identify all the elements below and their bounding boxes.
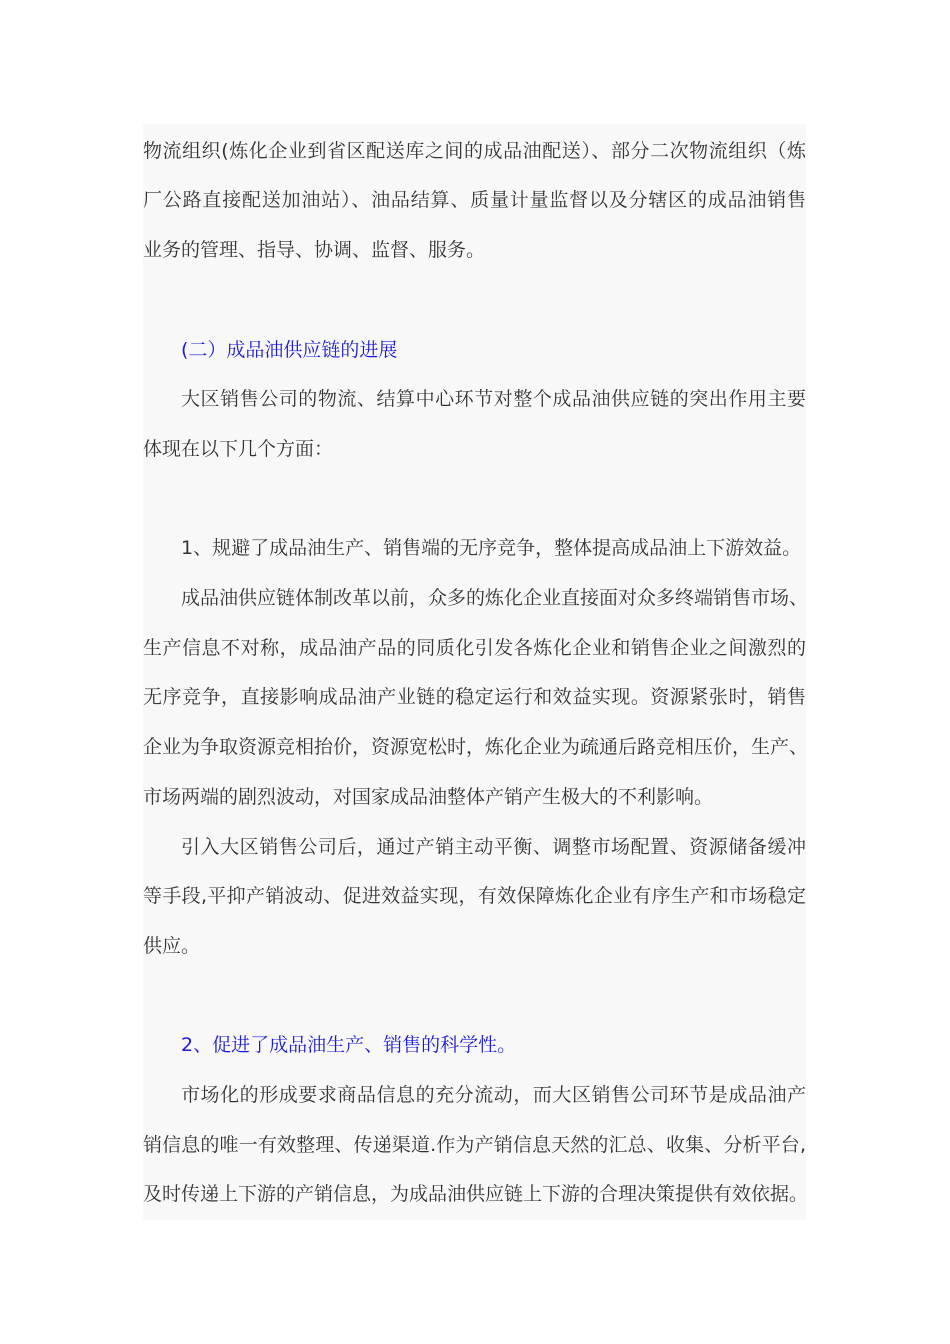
paragraph-3-line-3: 无序竞争，直接影响成品油产业链的稳定运行和效益实现。资源紧张时，销售 — [143, 686, 806, 708]
paragraph-3-line-5: 市场两端的剧烈波动，对国家成品油整体产销产生极大的不利影响。 — [143, 786, 714, 808]
paragraph-5-line-3: 及时传递上下游的产销信息，为成品油供应链上下游的合理决策提供有效依据。 — [143, 1183, 809, 1205]
section-heading-2: (二）成品油供应链的进展 — [181, 339, 398, 361]
paragraph-2-line-1: 大区销售公司的物流、结算中心环节对整个成品油供应链的突出作用主要 — [181, 388, 806, 410]
paragraph-5-line-2: 销信息的唯一有效整理、传递渠道.作为产销信息天然的汇总、收集、分析平台, — [143, 1134, 806, 1156]
paragraph-3-line-2: 生产信息不对称，成品油产品的同质化引发各炼化企业和销售企业之间激烈的 — [143, 637, 806, 659]
paragraph-3-line-4: 企业为争取资源竞相抬价，资源宽松时，炼化企业为疏通后路竞相压价，生产、 — [143, 736, 809, 758]
paragraph-4-line-3: 供应。 — [143, 935, 201, 957]
paragraph-1-line-2: 厂公路直接配送加油站）、油品结算、质量计量监督以及分辖区的成品油销售 — [143, 189, 806, 211]
document-body — [143, 124, 809, 1220]
paragraph-3-line-1: 成品油供应链体制改革以前，众多的炼化企业直接面对众多终端销售市场、 — [181, 587, 809, 609]
point-2-heading: 2、促进了成品油生产、销售的科学性。 — [181, 1034, 517, 1056]
paragraph-4-line-2: 等手段,平抑产销波动、促进效益实现，有效保障炼化企业有序生产和市场稳定 — [143, 885, 806, 907]
paragraph-1-line-1: 物流组织(炼化企业到省区配送库之间的成品油配送）、部分二次物流组织（炼 — [143, 140, 806, 162]
paragraph-1-line-3: 业务的管理、指导、协调、监督、服务。 — [143, 239, 486, 261]
paragraph-4-line-1: 引入大区销售公司后，通过产销主动平衡、调整市场配置、资源储备缓冲 — [181, 836, 806, 858]
paragraph-5-line-1: 市场化的形成要求商品信息的充分流动，而大区销售公司环节是成品油产 — [181, 1084, 806, 1106]
point-1-heading: 1、规避了成品油生产、销售端的无序竞争，整体提高成品油上下游效益。 — [181, 537, 802, 559]
paragraph-2-line-2: 体现在以下几个方面： — [143, 438, 334, 460]
